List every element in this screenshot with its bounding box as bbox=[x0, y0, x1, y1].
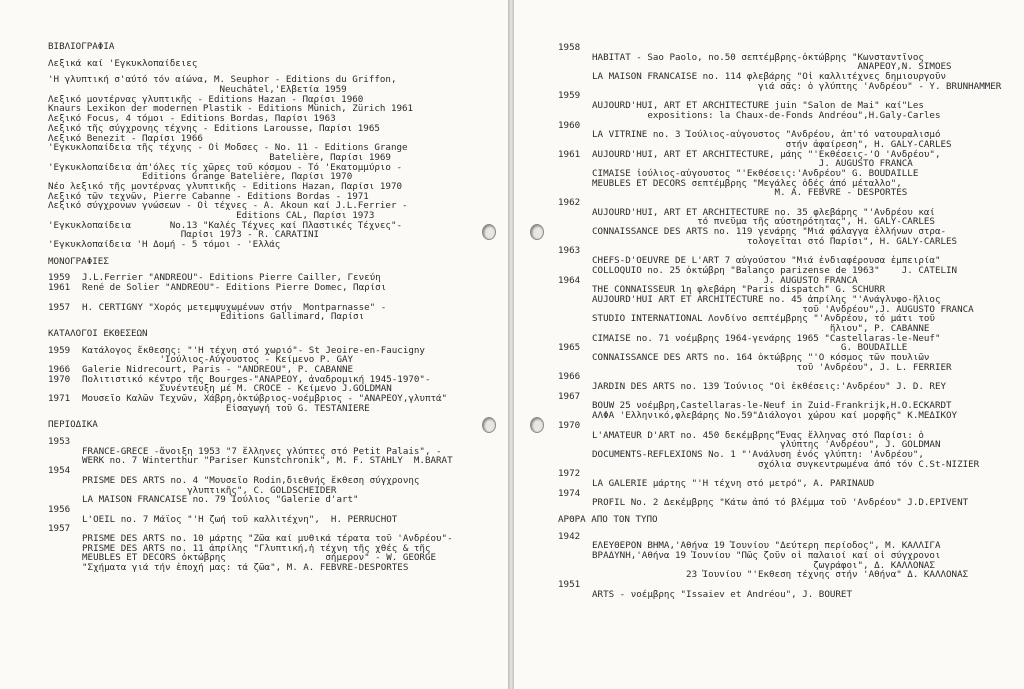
right-column bbox=[558, 43, 1001, 600]
section-heading: ΚΑΤΑΛΟΓΟΙ ΕΚΘΕΣΕΩΝ bbox=[48, 327, 148, 339]
entry-text: PRISME DES ARTS no. 10 μάρτης "Ζῶα καί μυθικά τέρατα τοῦ 'Ανδρέου"- bbox=[82, 532, 453, 544]
entry-year: 1972 bbox=[558, 468, 581, 480]
entry-text: 'Ιούλιος-Αύγουστος - Κείμενο P. GAY bbox=[82, 354, 354, 366]
entry-text: τοῦ 'Ανδρέου", J. L. FERRIER bbox=[592, 361, 952, 373]
entry-year: 1965 bbox=[558, 342, 581, 354]
entry-line: Batelière, Παρίσι 1969 bbox=[48, 151, 391, 163]
entry-line: Λεξικό Benezit - Παρίσι 1966 bbox=[48, 132, 203, 144]
entry-line bbox=[558, 498, 1001, 508]
entry-text: AUJOURD'HUI, ART ET ARCHITECTURE no. 35 φλεβάρης "'Ανδρέου καί bbox=[592, 206, 935, 218]
entry-text: G. BOUDAILLE bbox=[592, 342, 908, 354]
section-heading: ΜΟΝΟΓΡΑΦΙΕΣ bbox=[48, 255, 109, 267]
entry-text: THE CONNAISSEUR 1η φλεβάρη "Paris dispatch" G. SCHURR bbox=[592, 284, 886, 296]
section-heading: ΠΕΡΙΟΔΙΚΑ bbox=[48, 419, 98, 431]
entry-line: Editions Grange Batelière, Παρίσι 1970 bbox=[48, 171, 353, 183]
entry-year: 1958 bbox=[558, 42, 581, 53]
entry-year: 1961 bbox=[48, 282, 71, 294]
entry-text: AUJOURD'HUI ART ET ARCHITECTURE no. 45 ἀπρίλης "'Ανάγλυφο-ἥλιος bbox=[592, 293, 941, 305]
entry-text: L'OEIL no. 7 Μάϊος "'Η ζωή τοῦ καλλιτέχνη", H. PERRUCHOT bbox=[82, 513, 398, 525]
binder-hole-bottom-right bbox=[530, 417, 544, 433]
entry-line bbox=[48, 404, 453, 414]
entry-text: ἥλιου", P. CABANNE bbox=[592, 322, 930, 334]
entry-line: Λεξικό μοντέρνας γλυπτικῆς - Editions Hazan - Παρίσι 1960 bbox=[48, 93, 364, 105]
entry-text: MEUBLES ET DECORS ὀκτώβρης σήμερον" - W. GEORGE bbox=[82, 552, 437, 564]
entry-year: 1954 bbox=[48, 465, 71, 477]
entry-text: COLLOQUIO no. 25 ὀκτώβρη "Balanço parizense de 1963" J. CATELIN bbox=[592, 264, 958, 276]
entry-line: 'Εγκυκλοπαίδεια ἀπ'όλες τίς χῶρες τοῦ κόσμου - Τό 'Εκατομμύριο - bbox=[48, 161, 403, 173]
left-page bbox=[0, 0, 508, 689]
entry-line: Λεξικό Focus, 4 τόμοι - Editions Bordas, Παρίσι 1963 bbox=[48, 113, 336, 125]
entry-text: Εἰσαγωγή τοῦ G. TESTANIERE bbox=[82, 402, 370, 414]
entry-text: ANAPEOY,N. SIMOES bbox=[592, 61, 952, 73]
entry-text: FRANCE-GRECE -ἄνοιξη 1953 "7 ἕλληνες γλύπτες στό Petit Palais", - bbox=[82, 445, 442, 457]
entry-year: 1960 bbox=[558, 119, 581, 131]
entry-text: PRISME DES ARTS no. 11 ἀπρίλης "Γλυπτική,ἡ τέχνη τῆς χθές & τῆς bbox=[82, 542, 431, 554]
section-heading: ΑΡΘΡΑ ΑΠΟ ΤΟΝ ΤΥΠΟ bbox=[558, 514, 658, 525]
entry-line bbox=[48, 312, 453, 322]
entry-text: M. A. FEBVRE - DESPORTES bbox=[592, 187, 908, 199]
entry-year: 1956 bbox=[48, 503, 71, 515]
entry-text: ARTS - νοέμβρης "Issaiev et Andréou", J. BOURET bbox=[592, 588, 852, 600]
entry-year: 1953 bbox=[48, 436, 71, 448]
entry-text: Editions Gallimard, Παρίσι bbox=[82, 311, 365, 323]
entry-text: CONNAISSANCE DES ARTS no. 119 γενάρης "Μιά φάλαγγα ἑλλήνων στρα- bbox=[592, 226, 947, 238]
entry-line bbox=[48, 283, 453, 293]
entry-text: τολογεῖται στό Παρίσι", H. GALY-CARLES bbox=[592, 235, 958, 247]
entry-line: Νέο λεξικό τῆς μοντέρνας γλυπτικῆς - Editions Hazan, Παρίσι 1970 bbox=[48, 180, 403, 192]
entry-text: ζωγράφοι", Δ. ΚΑΛΛΟΝΑΣ bbox=[592, 559, 935, 571]
entry-line: Knaurs Lexikon der modernen Plastik - Editions Münich, Zürich 1961 bbox=[48, 103, 414, 115]
entry-text: 23 Ἰουνίου "'Εκθεση τέχνης στήν 'Αθήνα" Δ. ΚΑΛΛΟΝΑΣ bbox=[592, 569, 969, 581]
entry-text: τοῦ 'Ανδρέου",J. AUGUSTO FRANCA bbox=[592, 303, 974, 315]
entry-line: 'Η γλυπτική σ'αύτό τόν αίώνα, M. Seuphor - Editions du Griffon, bbox=[48, 74, 397, 86]
entry-text: γιά σᾶς: ὁ γλύπτης 'Ανδρέου" - Y. BRUNHAMMER bbox=[592, 80, 1002, 92]
entry-line bbox=[48, 563, 453, 573]
entry-text: BOUW 25 νοέμβρη,Castellaras-le-Neuf in Zuid-Frankrijk,H.O.ECKARDT bbox=[592, 400, 952, 412]
entry-line bbox=[558, 363, 1001, 373]
entry-text: CIMAISE ἰούλιος-αὐγουστος "'Εκθέσεις:'Ανδρέου" G. BOUDAILLE bbox=[592, 167, 919, 179]
entry-year: 1957 bbox=[48, 301, 71, 313]
entry-year: 1970 bbox=[558, 419, 581, 431]
entry-year: 1942 bbox=[558, 530, 581, 542]
entry-line bbox=[48, 495, 453, 505]
entry-year: 1963 bbox=[558, 245, 581, 257]
entry-year: 1961 bbox=[558, 148, 581, 160]
entry-text: Πολιτιστικό κέντρο τῆς Bourges-"ANAPEOY, ἀναδρομική 1945-1970"- bbox=[82, 373, 431, 385]
entry-text: AUJOURD'HUI, ART ET ARCHITECTURE juin "Salon de Mai" καί"Les bbox=[592, 100, 924, 112]
entry-text: WERK no. 7 Winterthur "Pariser Kunstchronik", M. F. STAHLY M.BARAT bbox=[82, 455, 453, 467]
entry-text: MEUBLES ET DECORS σεπτέμβρης "Μεγάλες ὁδές ἀπό μέταλλο", bbox=[592, 177, 902, 189]
entry-text: ΑΛΦΑ 'Ελληνικό,φλεβάρης No.59"Διάλογοι χώρου καί μορφῆς" K.ΜΕΔΙΚΟΥ bbox=[592, 410, 958, 422]
entry-text: CIMAISE no. 71 νοέμβρης 1964-γενάρης 1965 "Castellaras-le-Neuf" bbox=[592, 332, 941, 344]
entry-line: Παρίσι 1973 - R. CARATINI bbox=[48, 229, 320, 241]
entry-line: 'Εγκυκλοπαίδεια 'Η Δομή - 5 τόμοι - 'Ελλάς bbox=[48, 239, 281, 251]
left-column bbox=[48, 42, 453, 573]
entry-line bbox=[558, 590, 1001, 600]
entry-year: 1966 bbox=[558, 371, 581, 383]
entry-text: PROFIL No. 2 Δεκέμβρης "Κάτω ἀπό τό βλέμμα τοῦ 'Ανδρέου" J.D.EPIVENT bbox=[592, 497, 969, 509]
entry-text: σχόλια συγκεντρωμένα ἀπό τόν C.St-NIZIER bbox=[592, 458, 980, 470]
entry-year: 1962 bbox=[558, 197, 581, 208]
entry-text: L'AMATEUR D'ART no. 450 δεκέμβρης"Ἕνας ἕλληνας στό Παρίσι: ὁ bbox=[592, 429, 924, 441]
entry-line bbox=[558, 479, 1001, 489]
entry-text: J. AUGUSTO FRANCA bbox=[592, 274, 858, 286]
entry-year: 1966 bbox=[48, 363, 71, 375]
entry-text: expositions: la Chaux-de-Fonds Andréou",H.Galy-Carles bbox=[592, 109, 941, 121]
entry-line bbox=[558, 411, 1001, 421]
entry-year: 1964 bbox=[558, 274, 581, 286]
entry-text: René de Solier "ANDREOU"- Editions Pierre Domec, Παρίσι bbox=[82, 282, 387, 294]
entry-text: J. AUGUSTO FRANCA bbox=[592, 158, 913, 170]
entry-text: LA VITRINE no. 3 Ἰούλιος-αὐγουστος "Ανδρέου, ἀπ'τό νατουραλισμό bbox=[592, 129, 941, 141]
entry-line bbox=[558, 111, 1001, 121]
entry-line: Λεξικό σύγχρονων γνώσεων - Οἱ τέχνες - A. Akoun καί J.L.Ferrier - bbox=[48, 200, 408, 212]
entry-text: J.L.Ferrier "ANDREOU"- Editions Pierre Cailler, Γενεύη bbox=[82, 272, 381, 284]
entry-text: H. CERTIGNY "Χορός μετεμψυχωμένων στήν Montparnasse" - bbox=[82, 301, 387, 313]
entry-line bbox=[558, 382, 1001, 392]
entry-text: STUDIO INTERNATIONAL Λονδίνο σεπτέμβρης "'Ανδρέου, τό μάτι τοῦ bbox=[592, 313, 935, 325]
entry-year: 1974 bbox=[558, 487, 581, 499]
entry-line bbox=[558, 188, 1001, 198]
entry-line: 'Εγκυκλοπαίδεια No.13 "Καλές Τέχνες καί Πλαστικές Τέχνες"- bbox=[48, 219, 403, 231]
entry-year: 1971 bbox=[48, 393, 71, 404]
entry-year: 1951 bbox=[558, 579, 581, 591]
section-heading: ΒΙΒΛΙΟΓΡΑΦΙΑ bbox=[48, 41, 115, 52]
entry-text: PRISME DES ARTS no. 4 "Μουσεῖο Rodin,διεθνής ἔκθεση σύγχρονης bbox=[82, 474, 420, 486]
entry-line bbox=[558, 237, 1001, 247]
entry-line: Neuchâtel,'Ελβετία 1959 bbox=[48, 84, 347, 96]
entry-text: στήν ἀφαίρεση", H. GALY-CARLES bbox=[592, 138, 952, 150]
entry-year: 1959 bbox=[48, 344, 71, 356]
entry-line: 'Εγκυκλοπαίδεια τῆς τέχνης - Οἱ Μοδσες - No. 11 - Editions Grange bbox=[48, 142, 408, 154]
entry-year: 1959 bbox=[558, 90, 581, 102]
right-page bbox=[514, 0, 1024, 689]
entry-text: γλύπτης 'Ανδρέου", J. GOLDMAN bbox=[592, 439, 941, 451]
section-heading: Λεξικά καί 'Εγκυκλοπαίδειες bbox=[48, 57, 198, 69]
entry-text: Galerie Nidrecourt, Paris - "ANDREOU", P. CABANNE bbox=[82, 363, 354, 375]
entry-text: ΕΛΕΥΘΕΡΟΝ ΒΗΜΑ,'Αθήνα 19 Ἰουνίου "Δεύτερη περίοδος", M. ΚΑΛΛΙΓΑ bbox=[592, 540, 941, 552]
entry-text: AUJOURD'HUI, ART ET ARCHITECTURE, μάης "'Εκθέσεις-'Ο 'Ανδρέου", bbox=[592, 148, 941, 160]
entry-text: "Σχήματα γιά τήν ἐποχή μας: τά ζῶα", M. A. FEBVRE-DESPORTES bbox=[82, 562, 409, 573]
binder-hole-bottom-left bbox=[482, 417, 496, 433]
entry-line: Editions CAL, Παρίσι 1973 bbox=[48, 210, 375, 221]
entry-text: γλυπτικῆς", C. GOLDSCHEIDER bbox=[82, 484, 337, 496]
entry-year: 1957 bbox=[48, 523, 71, 535]
entry-line bbox=[558, 82, 1001, 92]
entry-line bbox=[558, 570, 1001, 580]
entry-line bbox=[48, 515, 453, 525]
entry-line bbox=[48, 456, 453, 466]
entry-text: ΒΡΑΔΥΝΗ,'Αθήνα 19 Ἰουνίου "Πῶς ζοῦν οἱ παλαιοί καί οἱ σύγχρονοι bbox=[592, 550, 941, 562]
entry-text: LA MAISON FRANCAISE no. 114 φλεβάρης "Οἱ καλλιτέχνες δημιουργοῦν bbox=[592, 71, 947, 83]
entry-text: Μουσεῖο Καλῶν Τεχνῶν, Χάβρη,ὀκτώβριος-νοέμβριος - "ANAPEOY,γλυπτά" bbox=[82, 393, 448, 404]
entry-text: CONNAISSANCE DES ARTS no. 164 ὀκτώβρης "'Ο κόσμος τῶν πουλιῶν bbox=[592, 352, 930, 363]
entry-year: 1970 bbox=[48, 373, 71, 385]
entry-text: DOCUMENTS-REFLEXIONS No. 1 "'Ανάλυση ἑνός γλύπτη: 'Ανδρέου", bbox=[592, 448, 924, 460]
entry-line: Λεξικό τῆς σύγχρονης τέχνης - Editions Larousse, Παρίσι 1965 bbox=[48, 122, 380, 134]
entry-text: Κατάλογος ἔκθεσης: "'Η τέχνη στό χωριό"- St Jeoire-en-Faucigny bbox=[82, 344, 425, 356]
binder-hole-top-right bbox=[530, 224, 544, 240]
entry-text: CHEFS-D'OEUVRE DE L'ART 7 αὐγούστου "Μιά ἐνδιαφέρουσα ἐμπειρία" bbox=[592, 255, 941, 267]
entry-text: τό πνεῦμα τῆς αὐστηρότητας", H. GALY-CARLES bbox=[592, 216, 935, 228]
entry-line: Λεξικό τῶν τεχνῶν, Pierre Cabanne - Editions Bordas - 1971 bbox=[48, 190, 369, 202]
entry-text: LA MAISON FRANCAISE no. 79 Ἰούλιος "Galerie d'art" bbox=[82, 494, 359, 506]
entry-year: 1967 bbox=[558, 390, 581, 402]
entry-year: 1959 bbox=[48, 272, 71, 284]
entry-text: LA GALERIE μάρτης "'Η τέχνη στό μετρό", A. PARINAUD bbox=[592, 477, 875, 489]
entry-line bbox=[558, 460, 1001, 470]
entry-text: JARDIN DES ARTS no. 139 Ἰούνιος "Οἱ ἐκθέσεις:'Ανδρέου" J. D. REY bbox=[592, 381, 947, 393]
binder-hole-top-left bbox=[482, 224, 496, 240]
entry-text: HABITAT - Sao Paolo, no.50 σεπτέμβρης-ὀκτώβρης "Κωνσταντῖνος bbox=[592, 51, 924, 63]
entry-text: Συνέντευξη μέ M. CROCE - Κείμενο J.GOLDMAN bbox=[82, 383, 392, 395]
